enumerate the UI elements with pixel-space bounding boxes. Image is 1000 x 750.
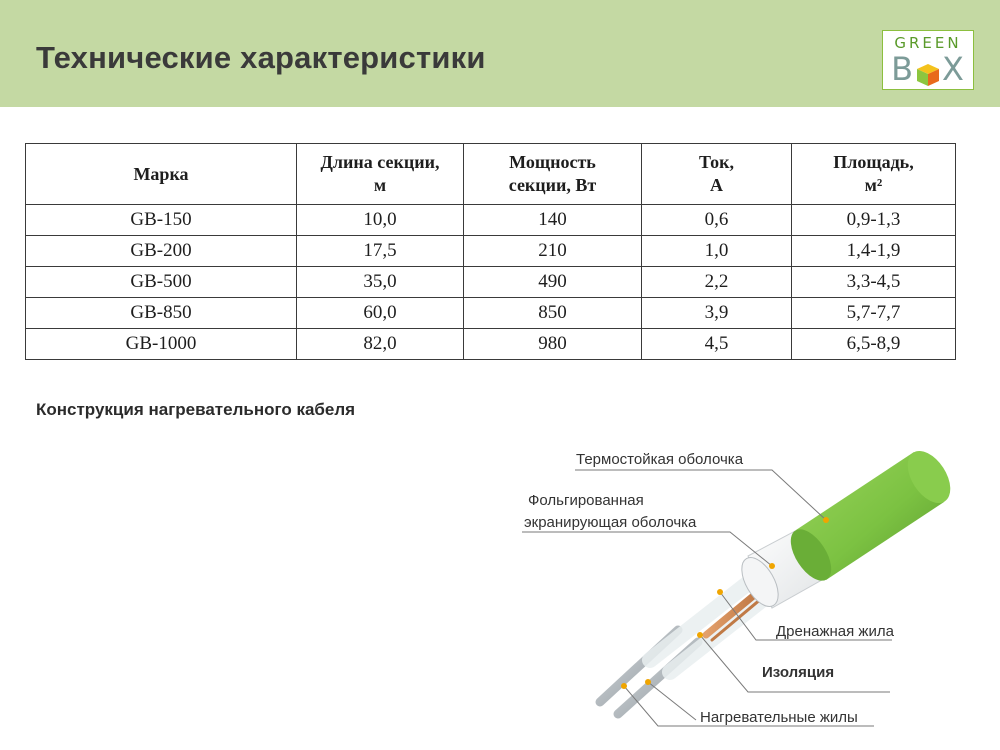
header-bar [0,0,1000,107]
header-length: Длина секции, м [297,144,464,205]
cell-current: 3,9 [642,298,792,329]
table-header-row [26,144,956,205]
logo-letter-b: B [891,50,915,88]
cell-mark: GB-850 [26,298,297,329]
logo-letter-x: X [942,50,965,88]
cell-length: 17,5 [297,236,464,267]
cell-current: 1,0 [642,236,792,267]
header-current: Ток, А [642,144,792,205]
green-box-logo [882,30,974,90]
cell-power: 490 [464,267,642,298]
cell-current: 0,6 [642,205,792,236]
label-cores: Нагревательные жилы [700,709,858,726]
cell-length: 35,0 [297,267,464,298]
table-row [26,329,956,360]
cell-area: 3,3-4,5 [792,267,956,298]
cell-area: 1,4-1,9 [792,236,956,267]
label-drain: Дренажная жила [776,623,894,640]
cell-current: 2,2 [642,267,792,298]
cell-length: 82,0 [297,329,464,360]
cell-mark: GB-200 [26,236,297,267]
cell-current: 4,5 [642,329,792,360]
cell-power: 980 [464,329,642,360]
green-jacket [783,443,959,587]
cell-length: 60,0 [297,298,464,329]
cell-power: 210 [464,236,642,267]
table-row [26,298,956,329]
table-row [26,267,956,298]
label-foil-line2: экранирующая оболочка [524,514,697,531]
header-mark: Марка [26,144,297,205]
label-jacket: Термостойкая оболочка [576,451,744,468]
cube-icon [916,56,940,96]
cell-area: 6,5-8,9 [792,329,956,360]
table-row [26,205,956,236]
cable-diagram [500,430,960,740]
cell-area: 5,7-7,7 [792,298,956,329]
header-power: Мощность секции, Вт [464,144,642,205]
table-row [26,236,956,267]
cell-mark: GB-1000 [26,329,297,360]
cell-length: 10,0 [297,205,464,236]
label-insulation: Изоляция [762,664,835,681]
cell-power: 850 [464,298,642,329]
cell-mark: GB-500 [26,267,297,298]
cell-power: 140 [464,205,642,236]
cell-mark: GB-150 [26,205,297,236]
label-foil-line1: Фольгированная [528,492,644,509]
cable-illustration [500,430,960,740]
cell-area: 0,9-1,3 [792,205,956,236]
logo-bottom-text [883,49,973,96]
logo-top-text: GREEN [894,34,962,52]
specs-table [25,143,956,360]
header-area: Площадь, м² [792,144,956,205]
section-title: Конструкция нагревательного кабеля [36,400,356,419]
page-title: Технические характеристики [36,40,486,75]
